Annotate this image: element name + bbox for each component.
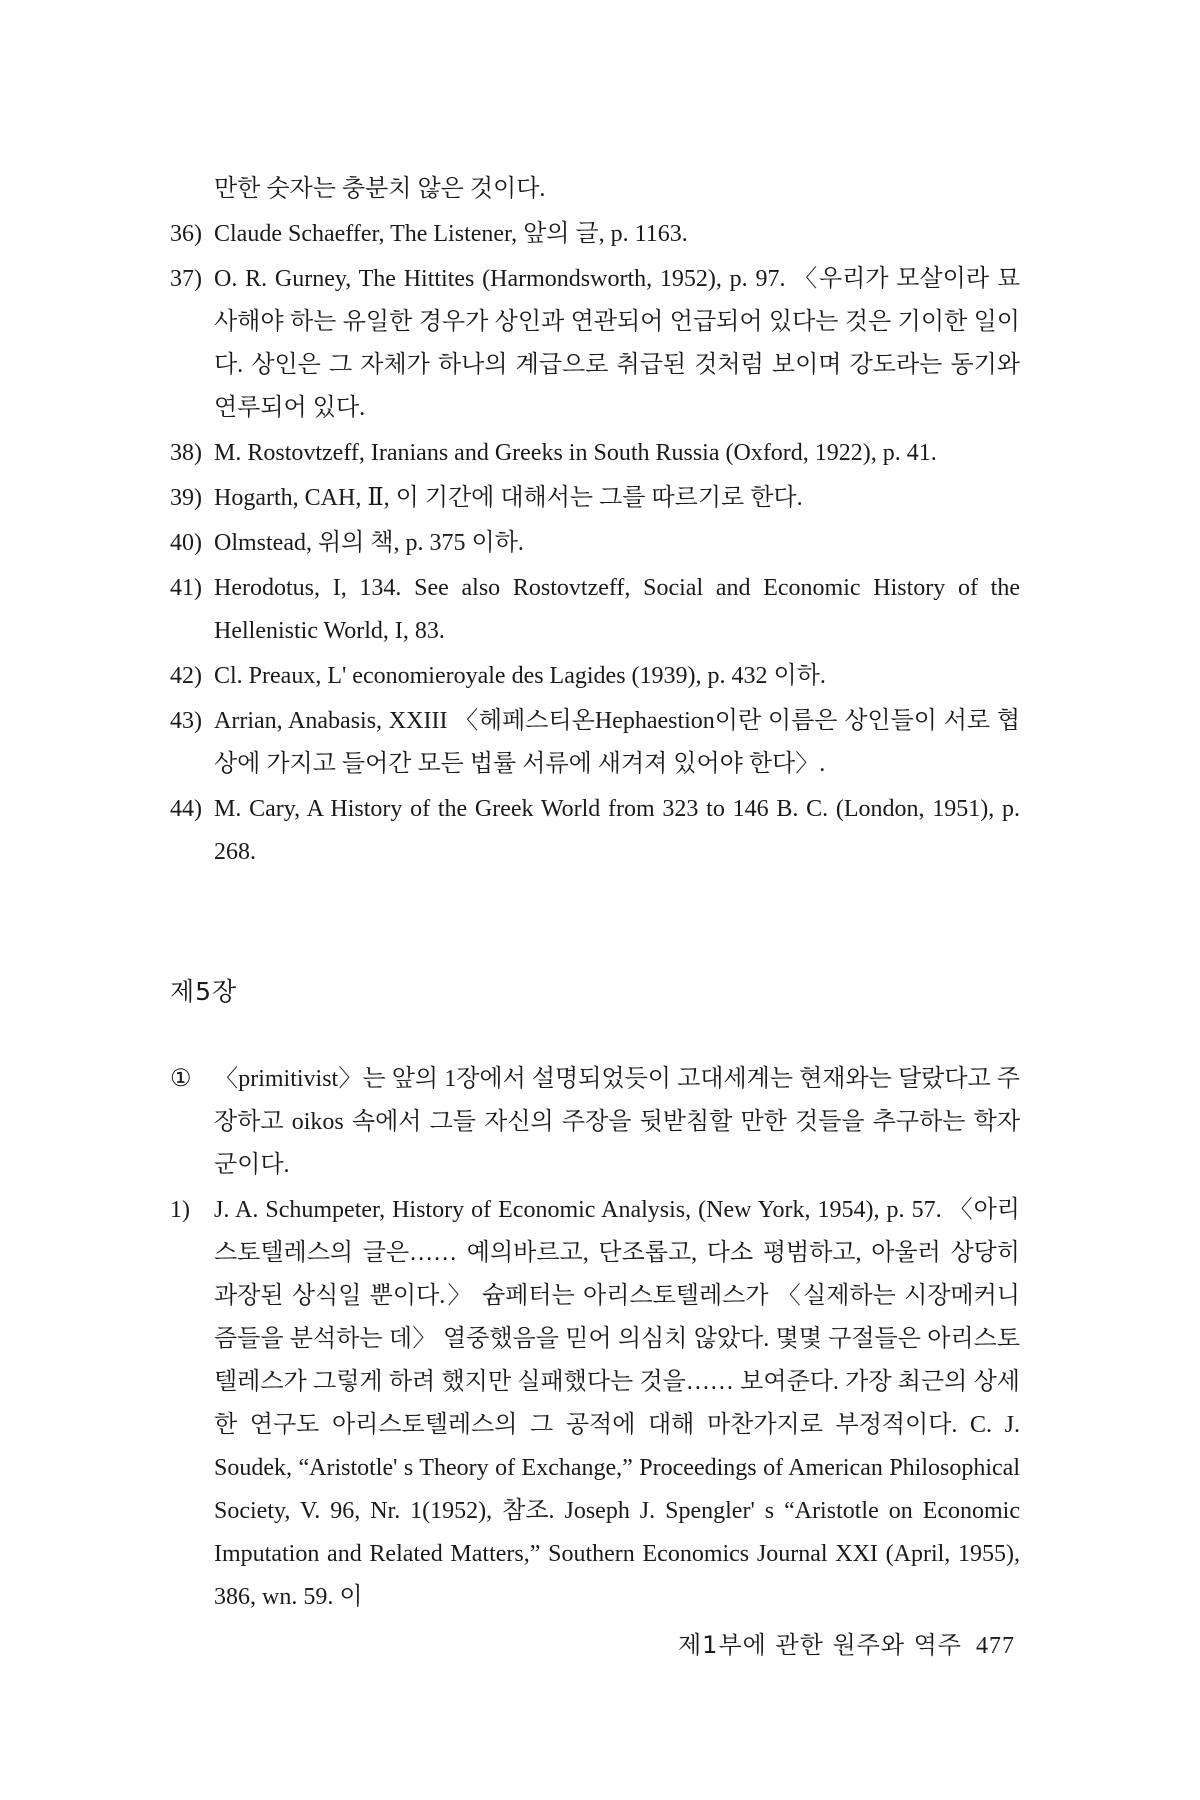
endnote-text: Arrian, Anabasis, XXIII 〈헤페스티온Hephaestion이란 이름은 상인들이 서로 협상에 가지고 들어간 모든 법률 서류에 새겨져 있어야 한다〉. [214,708,1020,777]
endnote-text: Olmstead, 위의 책, p. 375 이하. [214,530,524,556]
endnotes-chapter-5 [170,1058,1020,1621]
endnote-text: 만한 숫자는 충분치 않은 것이다. [214,176,546,202]
endnote-1 [170,1189,1020,1619]
endnote-number: 37) [170,266,202,292]
endnote-43 [170,700,1020,786]
endnote-number: 41) [170,575,202,601]
endnote-text: J. A. Schumpeter, History of Economic Analysis, (New York, 1954), p. 57. 〈아리스토텔레스의 글은…… 예의바르고, 단조롭고, 다소 평범하고, 아울러 상당히 과장된 상식일 뿐이다.〉 슘페터는 아리스토텔레스가 〈실제하는 시장메커니즘들을 분석하는 데〉 열중했음을 믿어 의심치 않았다. 몇몇 구절들은 아리스토텔레스가 그렇게 하려 했지만 실패했다는 것을…… 보여준다. 가장 최근의 상세한 연구도 아리스토텔레스의 그 공적에 대해 마찬가지로 부정적이다. C. J. Soudek, “Aristotle' s Theory of Exchange,” Proceedings of American Philosophical Society, V. 96, Nr. 1(1952), 참조. Joseph J. Spengler' s “Aristotle on Economic Imputation and Related Matters,” Southern Economics Journal XXI (April, 1955), 386, wn. 59. 이 [214,1197,1020,1610]
running-footer-title: 제1부에 관한 원주와 역주 [678,1631,962,1659]
chapter-heading: 제5장 [170,977,238,1006]
endnote-number: 40) [170,530,202,556]
endnote-41 [170,567,1020,653]
endnote-text: M. Cary, A History of the Greek World from 323 to 146 B. C. (London, 1951), p. 268. [214,796,1020,865]
endnote-number: 43) [170,708,202,734]
endnote-number: 36) [170,221,202,247]
endnote-40 [170,522,1020,565]
endnote-number: 44) [170,796,202,822]
endnote-text: Claude Schaeffer, The Listener, 앞의 글, p. 1163. [214,221,688,247]
endnote-number: ① [170,1066,192,1092]
translator-note-1 [170,1058,1020,1187]
endnote-42 [170,655,1020,698]
endnote-text: Cl. Preaux, L' economieroyale des Lagides (1939), p. 432 이하. [214,663,826,689]
endnote-text: Hogarth, CAH, Ⅱ, 이 기간에 대해서는 그를 따르기로 한다. [214,485,803,511]
endnote-number: 42) [170,663,202,689]
endnote-44 [170,788,1020,874]
endnote-text: M. Rostovtzeff, Iranians and Greeks in South Russia (Oxford, 1922), p. 41. [214,440,937,466]
endnotes-top [170,168,1020,876]
endnote-37 [170,258,1020,430]
endnote-number: 1) [170,1197,190,1223]
endnote-number: 38) [170,440,202,466]
endnote-39 [170,477,1020,520]
endnote-36 [170,213,1020,256]
page-footer [678,1625,1015,1660]
page-number: 477 [976,1633,1015,1659]
endnote-text: 〈primitivist〉는 앞의 1장에서 설명되었듯이 고대세계는 현재와는 달랐다고 주장하고 oikos 속에서 그들 자신의 주장을 뒷받침할 만한 것들을 추구하는 학자군이다. [214,1066,1020,1178]
endnote-text: Herodotus, I, 134. See also Rostovtzeff, Social and Economic History of the Hellenistic World, I, 83. [214,575,1020,644]
endnote-continuation [170,168,1020,211]
endnote-38 [170,432,1020,475]
endnote-number: 39) [170,485,202,511]
endnote-text: O. R. Gurney, The Hittites (Harmondsworth, 1952), p. 97. 〈우리가 모살이라 묘사해야 하는 유일한 경우가 상인과 연관되어 언급되어 있다는 것은 기이한 일이다. 상인은 그 자체가 하나의 계급으로 취급된 것처럼 보이며 강도라는 동기와 연루되어 있다. [214,266,1020,421]
